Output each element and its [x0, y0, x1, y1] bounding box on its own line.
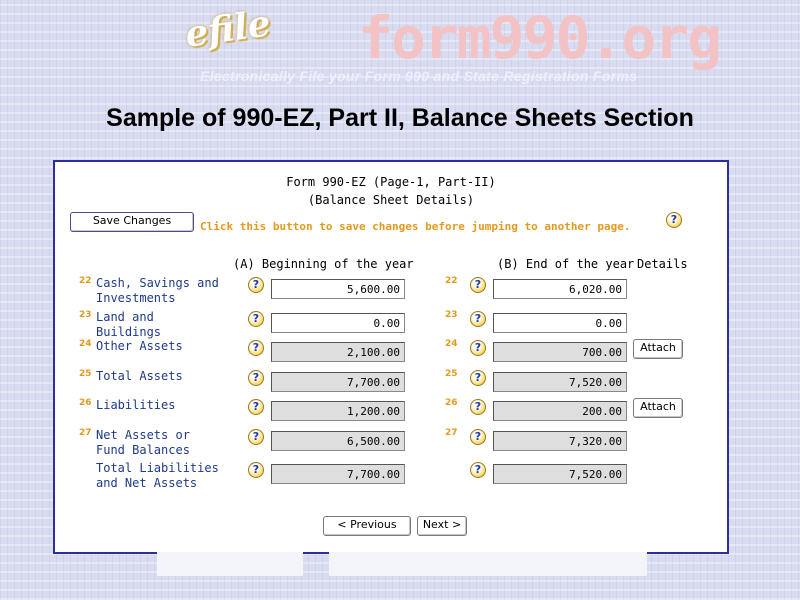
help-icon[interactable]: ? [470, 429, 486, 445]
column-header-details: Details [637, 257, 688, 271]
row-label-other-assets: Other Assets [96, 339, 183, 353]
line-number: 25 [445, 369, 458, 379]
liabilities-end-field: 200.00 [493, 401, 627, 421]
decorative-tab [157, 552, 303, 576]
help-icon[interactable]: ? [470, 340, 486, 356]
attach-liabilities-button[interactable]: Attach [633, 398, 683, 418]
row-label-cash-savings: Cash, Savings and Investments [96, 276, 219, 305]
line-number: 27 [445, 428, 458, 438]
help-icon[interactable]: ? [248, 399, 264, 415]
other-assets-beginning-field: 2,100.00 [271, 342, 405, 362]
line-number: 24 [79, 339, 92, 349]
row-label-land-buildings: Land and Buildings [96, 310, 162, 339]
site-name-logo: form990.org [358, 4, 721, 72]
total-assets-beginning-field: 7,700.00 [271, 372, 405, 392]
land-buildings-end-input[interactable]: 0.00 [493, 313, 627, 333]
save-changes-button[interactable]: Save Changes [70, 212, 194, 232]
decorative-tab [329, 552, 647, 576]
previous-button[interactable]: < Previous [323, 516, 411, 536]
help-icon[interactable]: ? [470, 311, 486, 327]
help-icon[interactable]: ? [248, 462, 264, 478]
row-label-liabilities: Liabilities [96, 398, 176, 412]
column-header-end: (B) End of the year [497, 257, 635, 271]
form-subtitle: (Balance Sheet Details) [307, 193, 475, 207]
row-label-total-liabilities-net-assets: Total Liabilities and Net Assets [96, 461, 219, 490]
save-hint-text: Click this button to save changes before jumping to another page. [200, 220, 631, 233]
cash-savings-beginning-input[interactable]: 5,600.00 [271, 279, 405, 299]
help-icon[interactable]: ? [470, 462, 486, 478]
column-header-beginning: (A) Beginning of the year [233, 257, 414, 271]
total-assets-end-field: 7,520.00 [493, 372, 627, 392]
page-title: Sample of 990-EZ, Part II, Balance Sheets Section [106, 104, 694, 132]
help-icon[interactable]: ? [248, 277, 264, 293]
cash-savings-end-input[interactable]: 6,020.00 [493, 279, 627, 299]
net-assets-beginning-field: 6,500.00 [271, 431, 405, 451]
help-icon[interactable]: ? [470, 370, 486, 386]
help-icon[interactable]: ? [248, 429, 264, 445]
total-liabilities-net-assets-beginning-field: 7,700.00 [271, 464, 405, 484]
site-tagline: Electronically File your Form 990 and State Registration Forms [200, 68, 638, 84]
form-title: Form 990-EZ (Page-1, Part-II) [286, 175, 496, 189]
line-number: 26 [79, 398, 92, 408]
net-assets-end-field: 7,320.00 [493, 431, 627, 451]
help-icon[interactable]: ? [470, 399, 486, 415]
row-label-net-assets: Net Assets or Fund Balances [96, 428, 190, 457]
line-number: 27 [79, 428, 92, 438]
line-number: 23 [445, 310, 458, 320]
liabilities-beginning-field: 1,200.00 [271, 401, 405, 421]
next-button[interactable]: Next > [417, 516, 467, 536]
help-icon[interactable]: ? [248, 370, 264, 386]
help-icon[interactable]: ? [248, 311, 264, 327]
line-number: 24 [445, 339, 458, 349]
line-number: 22 [445, 276, 458, 286]
site-banner [0, 0, 800, 95]
other-assets-end-field: 700.00 [493, 342, 627, 362]
total-liabilities-net-assets-end-field: 7,520.00 [493, 464, 627, 484]
line-number: 25 [79, 369, 92, 379]
attach-other-assets-button[interactable]: Attach [633, 339, 683, 359]
help-icon[interactable]: ? [248, 340, 264, 356]
land-buildings-beginning-input[interactable]: 0.00 [271, 313, 405, 333]
line-number: 23 [79, 310, 92, 320]
balance-sheet-form-panel [53, 160, 729, 554]
row-label-total-assets: Total Assets [96, 369, 183, 383]
help-icon[interactable]: ? [470, 277, 486, 293]
efile-logo: efile [182, 2, 274, 56]
line-number: 22 [79, 276, 92, 286]
help-icon[interactable]: ? [666, 212, 682, 228]
line-number: 26 [445, 398, 458, 408]
